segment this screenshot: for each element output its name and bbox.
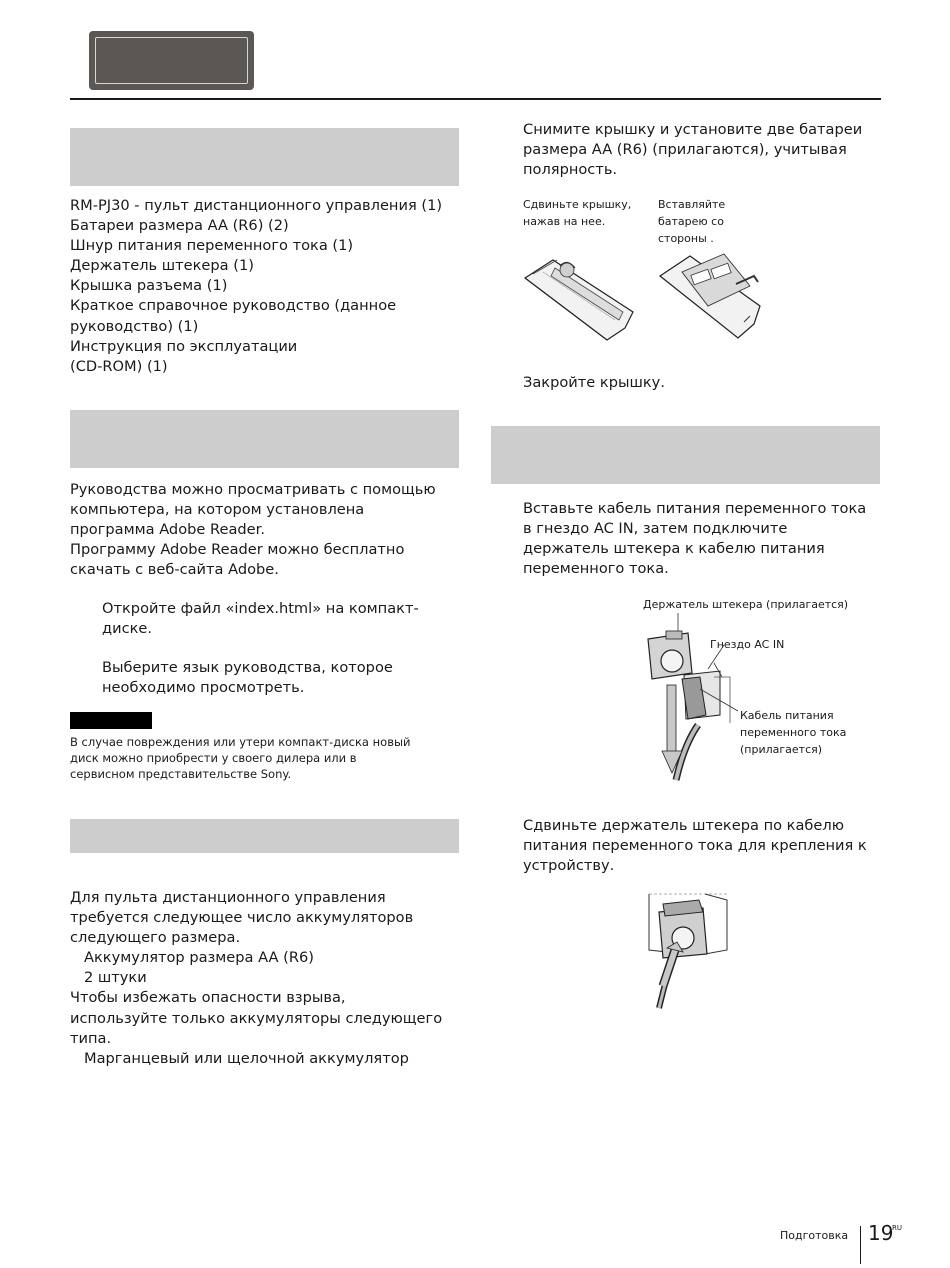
- label-ac-in: Гнездо AC IN: [710, 638, 785, 651]
- list-item: Инструкция по эксплуатации: [70, 337, 298, 355]
- section-band-batteries: [70, 819, 459, 853]
- chapter-tab-frame: [95, 37, 248, 84]
- insert-batteries-text: Снимите крышку и установите две батареи размера AA (R6) (прилагаются), учитывая полярность.: [523, 121, 863, 179]
- list-item: Краткое справочное руководство (данное: [70, 297, 397, 315]
- footer-divider: [860, 1226, 861, 1264]
- list-item: Шнур питания переменного тока (1): [70, 237, 354, 255]
- label-plug-holder: Держатель штекера (прилагается): [643, 598, 849, 611]
- page-number: 19: [868, 1221, 894, 1245]
- caption-slide-cover: Сдвиньте крышку, нажав на нее.: [523, 198, 632, 228]
- batteries-text: Для пульта дистанционного управления требуется следующее число аккумуляторов следующего размера. Аккумулятор размера AA (R6) 2 штуки Чтобы избежать опасности взрыва, используйте только аккумуляторы следующего типа. Марганцевый или щелочной аккумулятор: [70, 888, 442, 1069]
- slide-holder-illustration: [645, 890, 730, 1010]
- footer-section-label: Подготовка: [780, 1229, 849, 1242]
- note-label-bar: [70, 712, 152, 729]
- battery-size: Аккумулятор размера AA (R6): [84, 949, 314, 967]
- close-cover-text: Закройте крышку.: [523, 374, 665, 391]
- list-item: RM-PJ30 - пульт дистанционного управления (1): [70, 197, 443, 214]
- label-power-cable: Кабель питания переменного тока (прилагается): [740, 709, 847, 756]
- note-text: В случае повреждения или утери компакт-диска новый диск можно приобрести у своего дилера или в сервисном представительстве Sony.: [70, 735, 411, 781]
- manuals-intro: Руководства можно просматривать с помощью компьютера, на котором установлена программа Adobe Reader. Программу Adobe Reader можно бесплатно скачать с веб-сайта Adobe.: [70, 481, 436, 579]
- slide-holder-text: Сдвиньте держатель штекера по кабелю питания переменного тока для крепления к устройству.: [523, 817, 867, 875]
- step-select-language: Выберите язык руководства, которое необходимо просмотреть.: [102, 659, 393, 697]
- section-band-power: [491, 426, 880, 484]
- remote-battery-illustration: [654, 246, 764, 346]
- header-rule: [70, 98, 881, 100]
- list-item: руководство) (1): [70, 317, 199, 335]
- caption-insert-battery: Вставляйте батарею со стороны .: [658, 198, 726, 245]
- list-item: Держатель штекера (1): [70, 257, 254, 275]
- section-band-accessories: [70, 128, 459, 186]
- battery-type: Марганцевый или щелочной аккумулятор: [84, 1049, 409, 1067]
- power-step-text: Вставьте кабель питания переменного тока в гнездо AC IN, затем подключите держатель штекера к кабелю питания переменного тока.: [523, 500, 867, 578]
- list-item: Батареи размера AA (R6) (2): [70, 217, 289, 235]
- list-item: Крышка разъема (1): [70, 277, 228, 295]
- step-open-index: Откройте файл «index.html» на компакт- диске.: [102, 600, 419, 638]
- section-band-manuals: [70, 410, 459, 468]
- power-connection-illustration: [640, 615, 740, 780]
- remote-cover-illustration: [515, 250, 635, 345]
- list-item: (CD-ROM) (1): [70, 357, 168, 375]
- page-language: RU: [892, 1224, 902, 1232]
- battery-count: 2 штуки: [84, 969, 147, 987]
- accessories-list: [70, 196, 442, 377]
